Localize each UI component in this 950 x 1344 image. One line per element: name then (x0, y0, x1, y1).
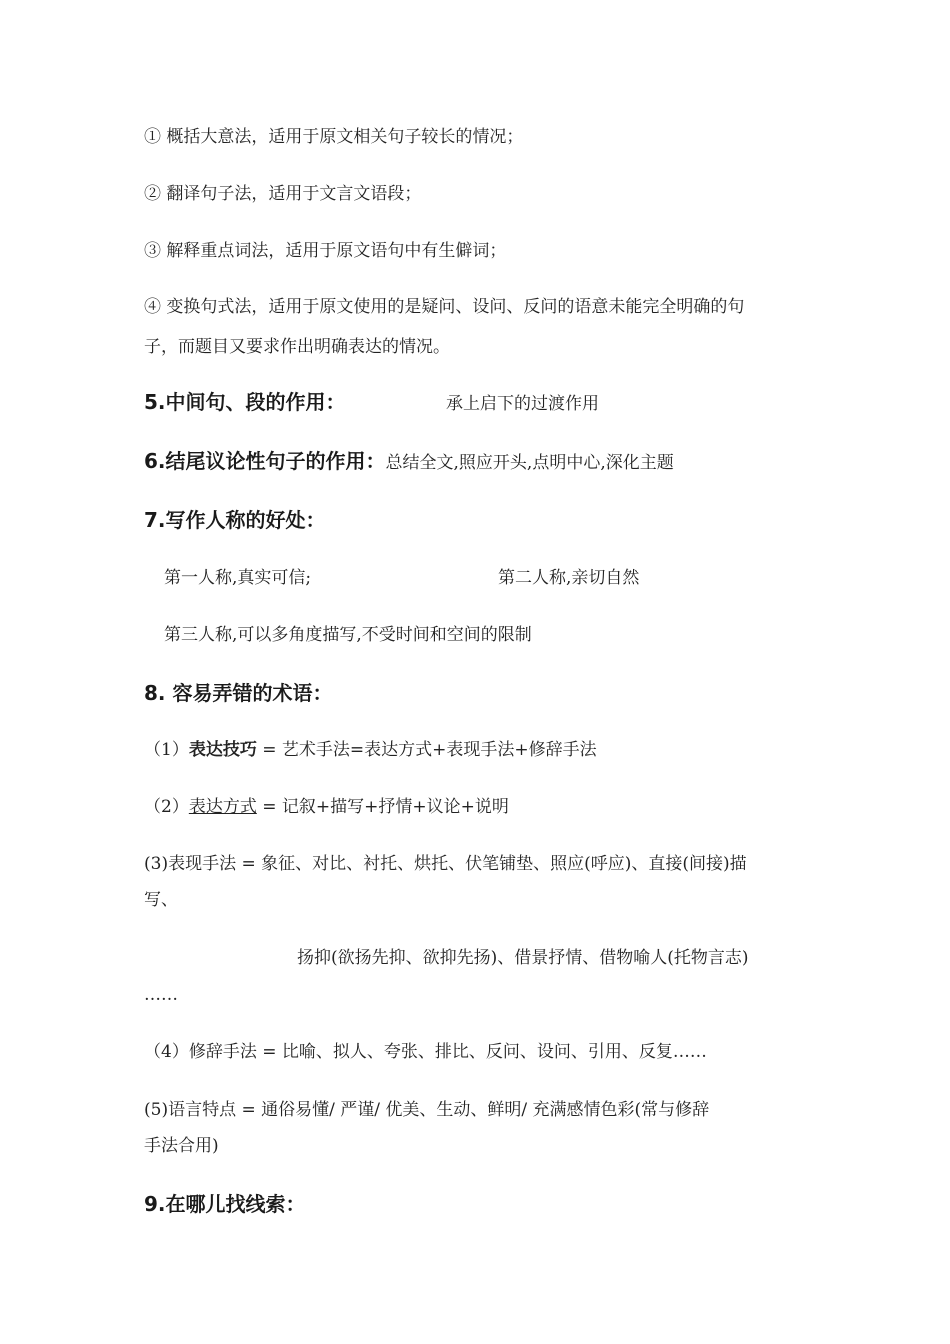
term-1-prefix: （1） (144, 740, 189, 760)
section-6-value: 总结全文,照应开头,点明中心,深化主题 (385, 453, 674, 473)
term-4: （4）修辞手法 = 比喻、拟人、夸张、排比、反问、设问、引用、反复…… (144, 1042, 707, 1062)
term-3-line-1: (3)表现手法 = 象征、对比、衬托、烘托、伏笔铺垫、照应(呼应)、直接(间接)描 (144, 854, 747, 874)
term-3-line-4: …… (144, 985, 178, 1005)
section-5-title: 5.中间句、段的作用： (144, 390, 346, 414)
method-1: ① 概括大意法，适用于原文相关句子较长的情况； (144, 127, 524, 147)
term-5-line-2: 手法合用) (144, 1136, 219, 1156)
term-1-name: 表达技巧 (188, 740, 257, 760)
term-2 (144, 796, 509, 818)
person-first: 第一人称,真实可信; (164, 568, 312, 588)
method-2: ② 翻译句子法，适用于文言文语段； (144, 184, 422, 204)
term-2-definition: = 记叙+描写+抒情+议论+说明 (256, 797, 509, 817)
method-4-line-2: 子，而题目又要求作出明确表达的情况。 (144, 337, 450, 357)
section-6-title: 6.结尾议论性句子的作用： (144, 449, 386, 473)
term-1 (144, 739, 597, 761)
person-third: 第三人称,可以多角度描写,不受时间和空间的限制 (164, 625, 532, 645)
section-7-heading: 7.写作人称的好处： (144, 508, 326, 532)
person-second: 第二人称,亲切自然 (498, 568, 640, 588)
term-3-line-2: 写、 (144, 890, 178, 910)
section-6-heading (144, 449, 674, 475)
term-5-line-1: (5)语言特点 = 通俗易懂/ 严谨/ 优美、生动、鲜明/ 充满感情色彩(常与修辞 (144, 1100, 710, 1120)
section-8-heading: 8. 容易弄错的术语： (144, 681, 333, 705)
term-2-name: 表达方式 (188, 797, 257, 817)
method-3: ③ 解释重点词法，适用于原文语句中有生僻词； (144, 241, 507, 261)
section-9-heading: 9.在哪儿找线索： (144, 1192, 306, 1216)
section-5-heading (144, 390, 599, 414)
term-3-line-3: 扬抑(欲扬先抑、欲抑先扬)、借景抒情、借物喻人(托物言志) (297, 948, 749, 968)
term-2-prefix: （2） (144, 797, 189, 817)
section-5-value: 承上启下的过渡作用 (446, 394, 599, 414)
method-4-line-1: ④ 变换句式法，适用于原文使用的是疑问、设问、反问的语意未能完全明确的句 (144, 297, 745, 317)
term-1-definition: = 艺术手法=表达方式+表现手法+修辞手法 (256, 740, 597, 760)
